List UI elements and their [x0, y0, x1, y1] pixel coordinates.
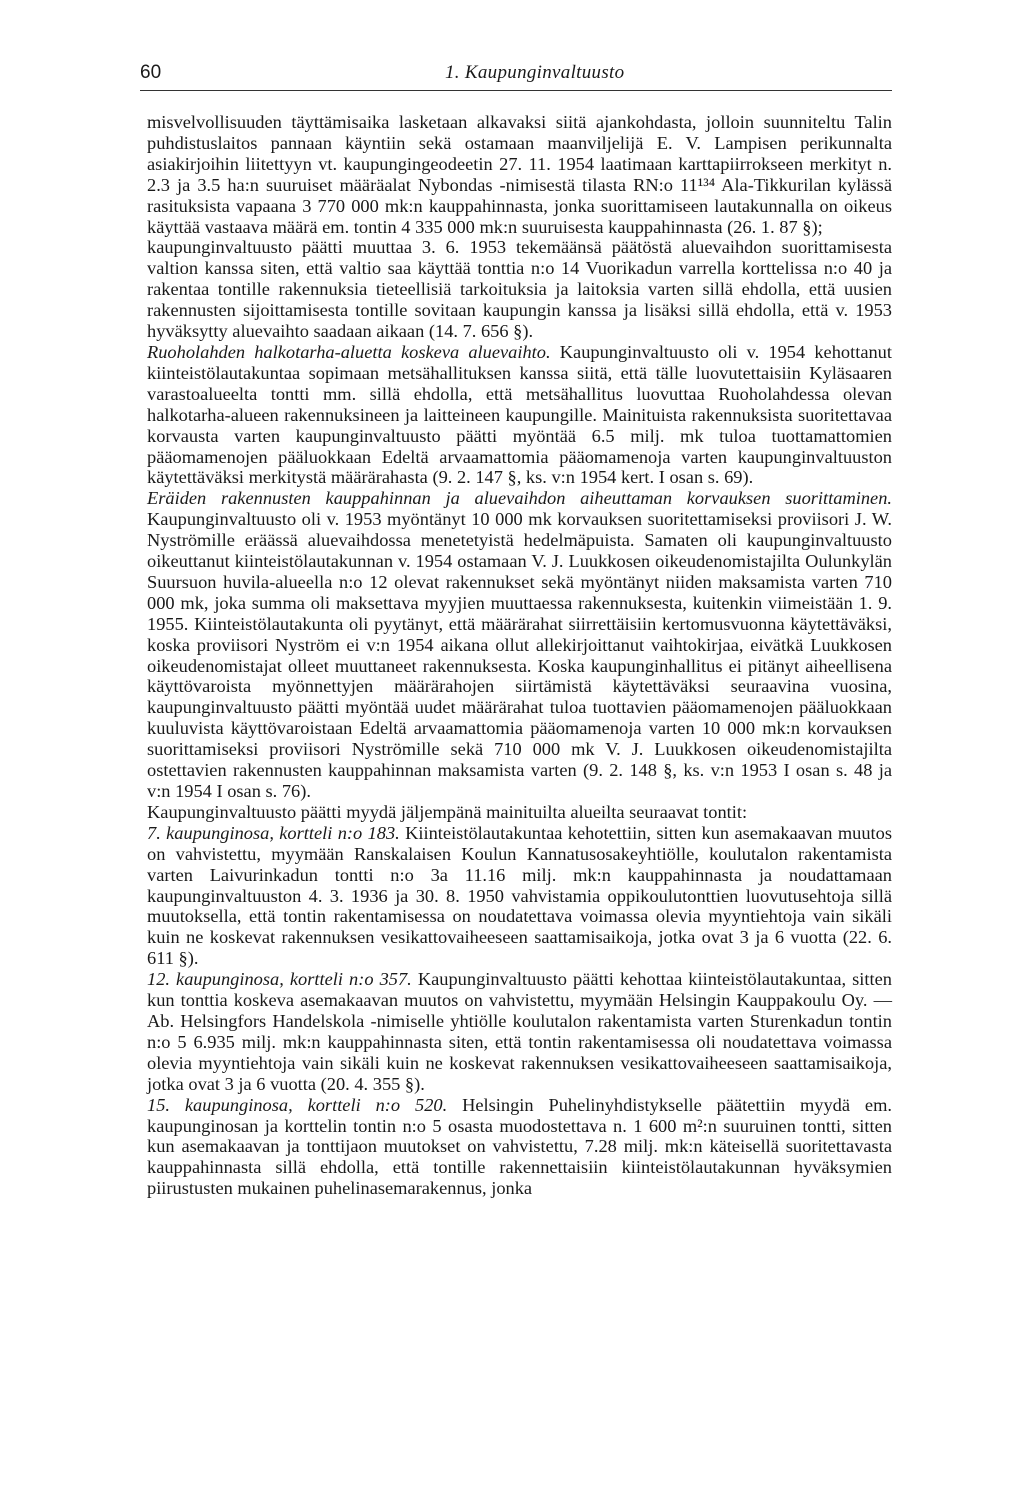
page-header — [140, 62, 892, 88]
page-number: 60 — [140, 62, 162, 83]
paragraph-5 — [147, 802, 892, 823]
paragraph-lead: 15. kaupunginosa, kortteli n:o 520. — [147, 1094, 448, 1115]
paragraph-lead: Eräiden rakennusten kauppahinnan ja aluevaihdon aiheuttaman korvauksen suorittaminen. — [147, 488, 892, 509]
paragraph-lead: 7. kaupunginosa, kortteli n:o 183. — [147, 822, 400, 843]
paragraph-3 — [147, 342, 892, 488]
paragraph-text: Kaupunginvaltuusto päätti kehottaa kiinteistölautakuntaa, sitten kun tonttia koskeva asemakaavan muutos on vahvistettu, myymään Helsingin Kauppakoulu Oy. — Ab. Helsingfors Handelskola -nimiselle yhtiölle koulutalon rakentamista varten Sturenkadun tontin n:o 5 6.935 milj. mk:n kauppahinnasta siten, että tontin rakentamisessa oli noudatettava voimassa olevia myyntiehtoja vain sikäli kuin ne koskevat rakennuksen vesikattovaiheeseen saattamisaikoja, jotka ovat 3 ja 6 vuotta (20. 4. 355 §). — [147, 969, 892, 1094]
paragraph-4 — [147, 488, 892, 802]
paragraph-lead: 12. kaupunginosa, kortteli n:o 357. — [147, 969, 412, 990]
paragraph-2 — [147, 237, 892, 342]
paragraph-text: kaupunginvaltuusto päätti muuttaa 3. 6. 1953 tekemäänsä päätöstä aluevaihdon suorittamisesta valtion kanssa siten, että valtio saa käyttää tonttia n:o 14 Vuorikadun varrella korttelissa n:o 40 ja rakentaa tontille rakennuksia tieteellisiä tarkoituksia ja laitoksia varten sillä ehdolla, että uusien rakennusten sijoittamisesta tontille sovitaan kaupungin kanssa ja lisäksi sillä ehdolla, että v. 1953 hyväksytty aluevaihto saadaan aikaan (14. 7. 656 §). — [147, 237, 892, 342]
running-head: 1. Kaupunginvaltuusto — [445, 62, 625, 83]
paragraph-text: Kiinteistölautakuntaa kehotettiin, sitten kun asemakaavan muutos on vahvistettu, myymään Ranskalaisen Koulun Kannatusosakeyhtiölle, koulutalon rakentamista varten Laivurinkadun tontti n:o 3a 11.16 milj. mk:n kauppahinnasta ja noudattamaan kaupunginvaltuuston 4. 3. 1936 ja 30. 8. 1950 vahvistamia oppikoulutonttien luovutusehtoja sillä muutoksella, että tontin rakentamisessa on noudatettava voimassa olevia myyntiehtoja vain sikäli kuin ne koskevat rakennuksen vesikattovaiheeseen saattamisaikoja, jotka ovat 3 ja 6 vuotta (22. 6. 611 §). — [147, 822, 892, 969]
header-rule — [140, 90, 892, 91]
paragraph-text: misvelvollisuuden täyttämisaika lasketaan alkavaksi siitä ajankohdasta, jolloin suunniteltu Talin puhdistuslaitos pannaan käyntiin sekä ostamaan maanviljelijä E. V. Lampisen perikunnalta asiakirjoihin liitettyyn vt. kaupungingeodeetin 27. 11. 1954 laatimaan karttapiirrokseen merkityt n. 2.3 ja 3.5 ha:n suuruiset määräalat Nybondas -nimisestä tilasta RN:o 11¹³⁴ Ala-Tikkurilan kylässä rasituksista vapaana 3 770 000 mk:n kauppahinnasta, jonka suorittamiseen lautakunnalla on oikeus käyttää vastaava määrä em. tontin 4 335 000 mk:n suuruisesta kauppahinnasta (26. 1. 87 §); — [147, 112, 892, 237]
paragraph-lead: Ruoholahden halkotarha-aluetta koskeva aluevaihto. — [147, 341, 551, 362]
paragraph-text: Helsingin Puhelinyhdistykselle päätettiin myydä em. kaupunginosan ja korttelin tontin n:o 5 osasta muodostettava n. 1 600 m²:n suuruinen tontti, sitten kun asemakaavan ja tonttijaon muutokset on vahvistettu, 7.28 milj. mk:n käteisellä suoritettavasta kauppahinnasta sillä ehdolla, että tontille rakennettaisiin kiinteistölautakunnan hyväksymien piirustusten mukainen puhelinasemarakennus, jonka — [147, 1094, 892, 1199]
paragraph-text: Kaupunginvaltuusto päätti myydä jäljempänä mainituilta alueilta seuraavat tontit: — [147, 801, 748, 822]
paragraph-7 — [147, 969, 892, 1094]
body-text — [147, 112, 892, 1199]
paragraph-6 — [147, 823, 892, 969]
paragraph-text: Kaupunginvaltuusto oli v. 1954 kehottanut kiinteistölautakuntaa sopimaan metsähallituksen kanssa siitä, että tälle luovutettaisiin Kyläsaaren varastoalueelta tontti mm. sillä ehdolla, että metsähallitus luovuttaa Ruoholahdessa olevan halkotarha-alueen rakennuksineen ja laitteineen kaupungille. Mainituista rakennuksista suoritettavaa korvausta varten kaupunginvaltuusto päätti myöntää 6.5 milj. mk tuloa tuottamattomien pääomamenojen pääluokkaan Edeltä arvaamattomia pääomamenoja varten kaupunginvaltuuston käytettäväksi merkitystä määrärahasta (9. 2. 147 §, ks. v:n 1954 kert. I osan s. 69). — [147, 341, 892, 488]
paragraph-text: Kaupunginvaltuusto oli v. 1953 myöntänyt 10 000 mk korvauksen suoritettamiseksi proviisori J. W. Nyströmille eräässä aluevaihdossa menetetyistä hedelmäpuista. Samaten oli kaupunginvaltuusto oikeuttanut kiinteistölautakunnan v. 1954 ostamaan V. J. Luukkosen oikeudenomistajilta Oulunkylän Suursuon huvila-alueella n:o 12 olevat rakennukset sekä myöntänyt niiden maksamista varten 710 000 mk, joka summa oli maksettava myyjien muuttaessa rakennuksesta, kuitenkin viimeistään 1. 9. 1955. Kiinteistölautakunta oli pyytänyt, että määrärahat siirrettäisiin kertomusvuonna käytettäväksi, koska proviisori Nyström ei v:n 1954 aikana ollut allekirjoittanut vaihtokirjaa, eivätkä Luukkosen oikeudenomistajat olleet muuttaneet rakennuksesta. Koska kaupunginhallitus ei pitänyt aiheellisena käyttövaroista myönnettyjen määrärahojen siirtämistä käytettäväksi seuraavina vuosina, kaupunginvaltuusto päätti myöntää uudet määrärahat tuloa tuottavien pääomamenojen pääluokkaan kuuluvista käyttövaroistaan Edeltä arvaamattomia pääomamenoja varten 10 000 mk:n korvauksen suorittamiseksi proviisori Nyströmille sekä 710 000 mk V. J. Luukkosen oikeudenomistajilta ostettavien rakennusten kauppahinnan maksamista varten (9. 2. 148 §, ks. v:n 1953 I osan s. 48 ja v:n 1954 I osan s. 76). — [147, 509, 892, 801]
paragraph-1 — [147, 112, 892, 237]
paragraph-8 — [147, 1095, 892, 1200]
